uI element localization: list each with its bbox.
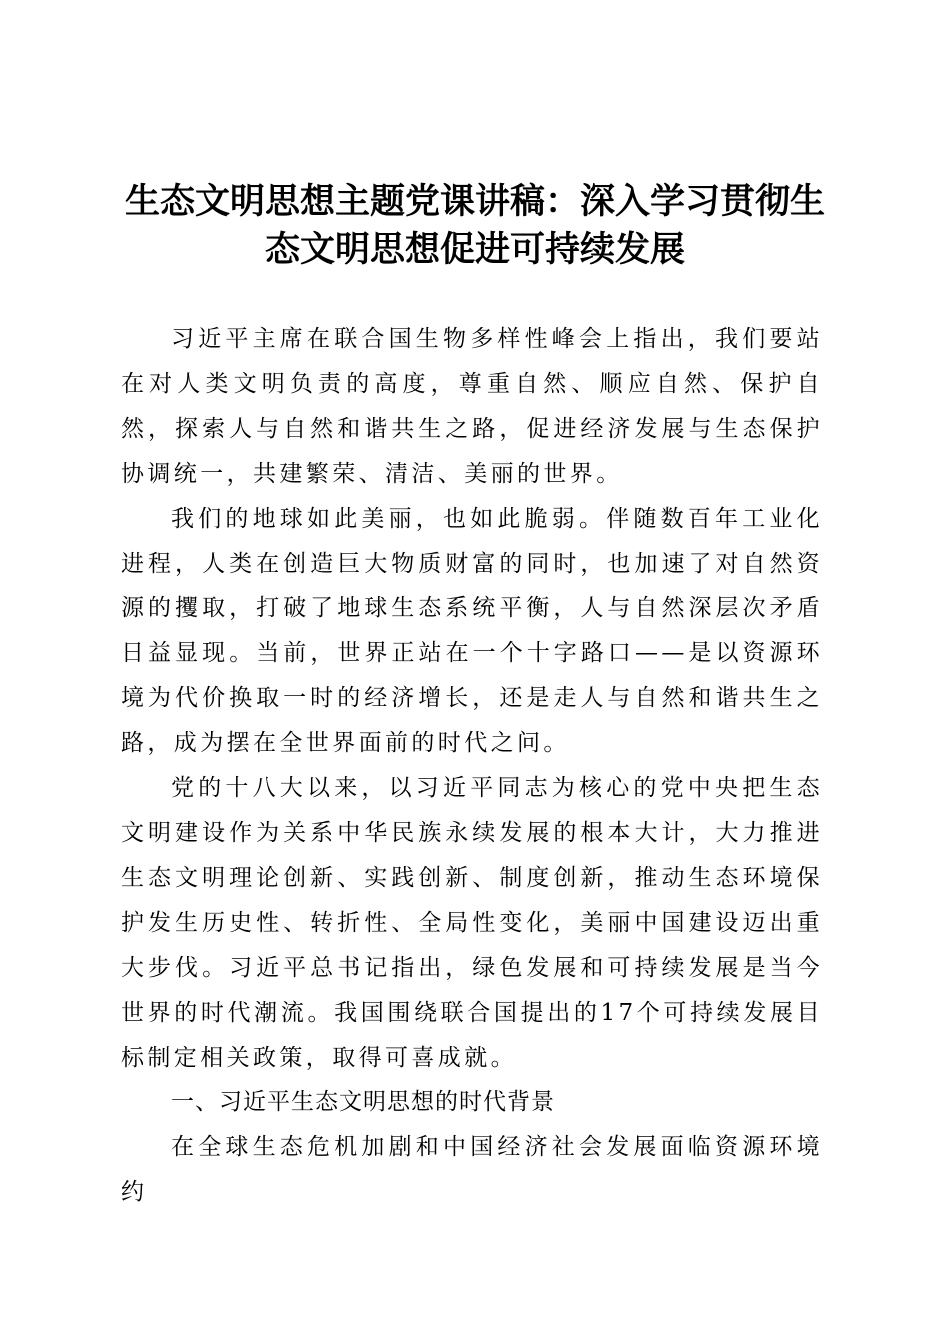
- title-line-2: 态文明思想促进可持续发展: [264, 229, 685, 270]
- paragraph-4: 在全球生态危机加剧和中国经济社会发展面临资源环境约: [121, 1134, 823, 1206]
- paragraph-2: 我们的地球如此美丽，也如此脆弱。伴随数百年工业化进程，人类在创造巨大物质财富的同时，也加速了对自然资源的攫取，打破了地球生态系统平衡，人与自然深层次矛盾日益显现。当前，世界正站在一个十字路口——是以资源环境为代价换取一时的经济增长，还是走人与自然和谐共生之路，成为摆在全世界面前的时代之问。: [121, 505, 823, 757]
- paragraph-1: 习近平主席在联合国生物多样性峰会上指出，我们要站在对人类文明负责的高度，尊重自然、顺应自然、保护自然，探索人与自然和谐共生之路，促进经济发展与生态保护协调统一，共建繁荣、清洁、美丽的世界。: [121, 326, 823, 487]
- paragraph-3: 党的十八大以来，以习近平同志为核心的党中央把生态文明建设作为关系中华民族永续发展的根本大计，大力推进生态文明理论创新、实践创新、制度创新，推动生态环境保护发生历史性、转折性、全局性变化，美丽中国建设迈出重大步伐。习近平总书记指出，绿色发展和可持续发展是当今世界的时代潮流。我国围绕联合国提出的17个可持续发展目标制定相关政策，取得可喜成就。: [121, 775, 823, 1071]
- document-body: [121, 317, 823, 1215]
- document-title: [100, 178, 850, 274]
- title-line-1: 生态文明思想主题党课讲稿：深入学习贯彻生: [124, 181, 825, 222]
- section-heading: 一、习近平生态文明思想的时代背景: [171, 1089, 555, 1116]
